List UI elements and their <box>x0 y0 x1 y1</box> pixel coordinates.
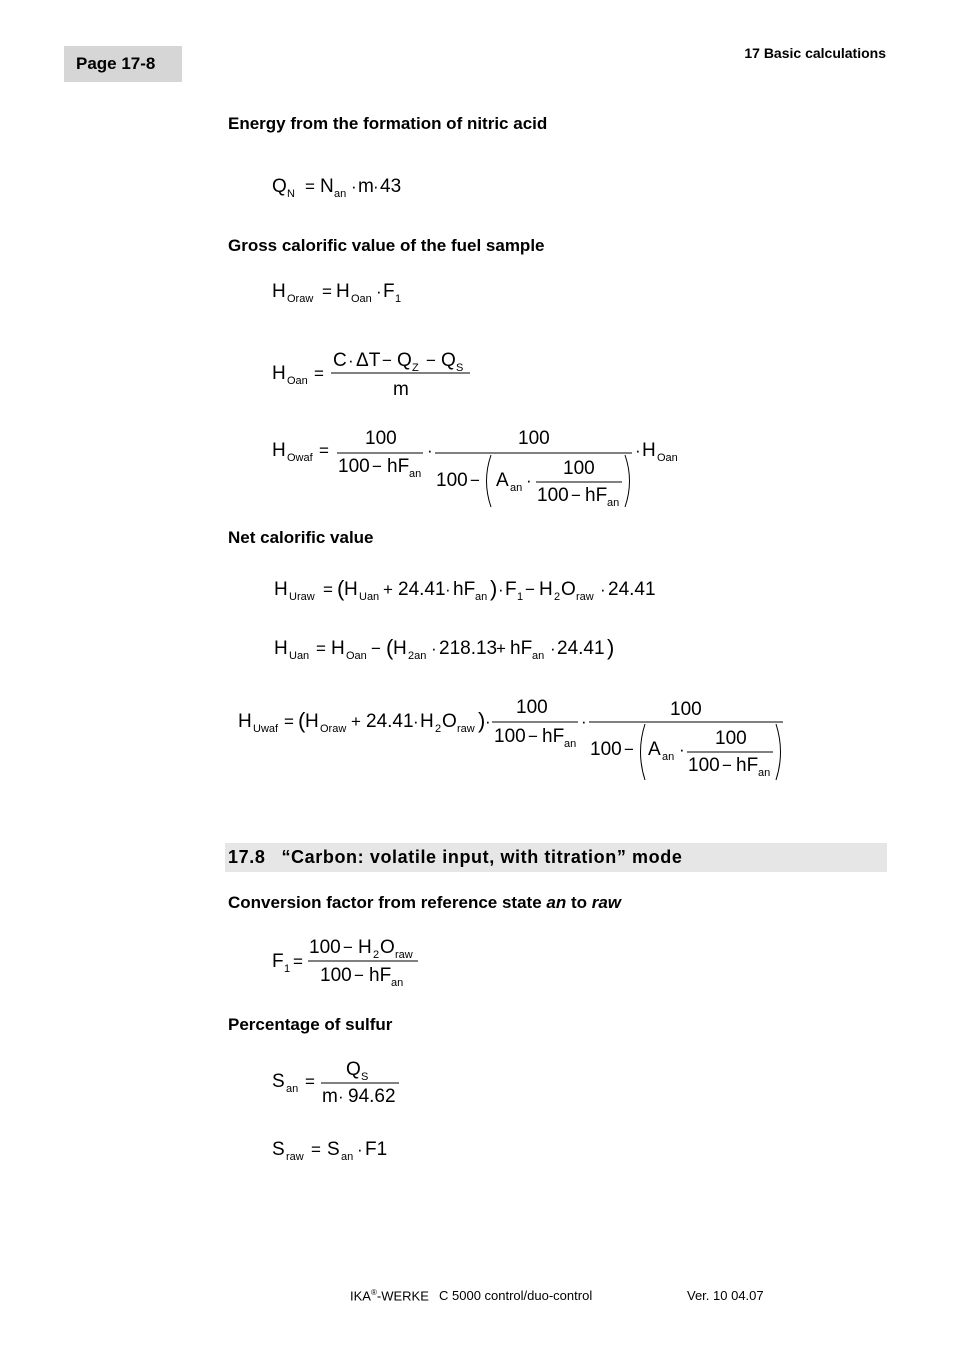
svg-text:F: F <box>505 579 517 600</box>
svg-text:100: 100 <box>494 726 526 747</box>
svg-text:H: H <box>274 638 288 659</box>
svg-text:H: H <box>420 711 434 732</box>
svg-text:hF: hF <box>510 638 533 659</box>
svg-text:an: an <box>391 977 404 989</box>
svg-text:S: S <box>327 1139 340 1160</box>
svg-text:Oan: Oan <box>657 452 678 464</box>
svg-text:·: · <box>445 580 451 599</box>
svg-text:hF: hF <box>585 485 608 506</box>
svg-text:Q: Q <box>441 350 456 371</box>
section-title: “Carbon: volatile input, with titration” mode <box>281 847 683 867</box>
svg-text:−: − <box>426 351 436 370</box>
equation-horaw <box>272 274 422 310</box>
svg-text:N: N <box>287 188 295 200</box>
svg-text:an: an <box>409 468 422 480</box>
svg-text:218.13: 218.13 <box>439 638 498 659</box>
svg-text:=: = <box>305 1072 315 1091</box>
svg-text:=: = <box>314 364 324 383</box>
svg-text:−: − <box>624 740 634 759</box>
svg-text:100: 100 <box>309 937 341 958</box>
svg-text:hF: hF <box>736 755 759 776</box>
heading-net-calorific: Net calorific value <box>228 528 374 547</box>
svg-text:C: C <box>333 350 347 371</box>
svg-text:−: − <box>372 457 382 476</box>
svg-text:·: · <box>431 639 437 658</box>
svg-text:H: H <box>272 363 286 384</box>
svg-text:Uan: Uan <box>359 591 380 603</box>
svg-text:A: A <box>496 470 509 491</box>
equation-howaf <box>272 424 692 514</box>
svg-text:H: H <box>358 937 372 958</box>
footer-company-suffix: -WERKE <box>376 1288 429 1304</box>
svg-text:100: 100 <box>537 485 569 506</box>
svg-text:an: an <box>286 1083 299 1095</box>
svg-text:): ) <box>607 635 615 660</box>
svg-text:S: S <box>272 1071 285 1092</box>
svg-text:Oan: Oan <box>287 375 308 387</box>
svg-text:m: m <box>393 379 409 400</box>
svg-text:raw: raw <box>286 1151 304 1163</box>
equation-san <box>272 1054 412 1114</box>
heading-nitric-acid: Energy from the formation of nitric acid <box>228 114 548 133</box>
svg-text:H: H <box>305 711 319 732</box>
svg-text:H: H <box>272 281 286 302</box>
conversion-an: an <box>546 893 567 912</box>
svg-text:100: 100 <box>715 728 747 749</box>
svg-text:N: N <box>320 176 334 197</box>
svg-text:Q: Q <box>272 176 287 197</box>
svg-text:Uan: Uan <box>289 650 310 662</box>
svg-text:an: an <box>334 188 347 200</box>
svg-text:100: 100 <box>338 456 370 477</box>
svg-text:·: · <box>413 712 419 731</box>
svg-text:Z: Z <box>412 362 419 374</box>
svg-text:hF: hF <box>453 579 476 600</box>
footer-version: Ver. 10 04.07 <box>687 1288 764 1303</box>
svg-text:=: = <box>322 282 332 301</box>
svg-text:(: ( <box>386 635 394 660</box>
footer-company <box>350 1288 429 1303</box>
chapter-title: 17 Basic calculations <box>744 45 886 61</box>
svg-text:−: − <box>371 639 381 658</box>
svg-text:=: = <box>305 177 315 196</box>
equation-huwaf <box>238 692 798 787</box>
svg-text:2: 2 <box>554 591 561 603</box>
svg-text:·: · <box>351 177 357 196</box>
svg-text:1: 1 <box>517 591 524 603</box>
svg-text:·: · <box>526 471 532 490</box>
svg-text:raw: raw <box>576 591 594 603</box>
svg-text:Q: Q <box>346 1059 361 1080</box>
svg-text:H: H <box>331 638 345 659</box>
svg-text:·: · <box>485 712 491 731</box>
equation-qn <box>272 168 432 204</box>
svg-text:Oan: Oan <box>346 650 367 662</box>
page-number-tab: Page 17-8 <box>64 46 182 82</box>
svg-text:S: S <box>456 362 464 374</box>
svg-text:=: = <box>323 580 333 599</box>
svg-text:H: H <box>272 440 286 461</box>
conversion-to: to <box>566 893 592 912</box>
svg-text:Uwaf: Uwaf <box>253 723 279 735</box>
svg-text:Oan: Oan <box>351 293 372 305</box>
svg-text:m: m <box>358 176 374 197</box>
svg-text:2: 2 <box>373 949 380 961</box>
svg-text:raw: raw <box>457 723 475 735</box>
svg-text:·: · <box>635 441 641 460</box>
svg-text:100: 100 <box>436 470 468 491</box>
svg-text:−: − <box>470 471 480 490</box>
svg-text:Owaf: Owaf <box>287 452 313 464</box>
svg-text:24.41: 24.41 <box>608 579 656 600</box>
svg-text:1: 1 <box>284 963 291 975</box>
svg-text:Q: Q <box>397 350 412 371</box>
svg-text:H: H <box>344 579 358 600</box>
svg-text:an: an <box>510 482 523 494</box>
svg-text:hF: hF <box>387 456 410 477</box>
svg-text:·: · <box>357 1140 363 1159</box>
svg-text:100: 100 <box>365 428 397 449</box>
svg-text:an: an <box>564 738 577 750</box>
svg-text:−: − <box>571 486 581 505</box>
svg-text:·: · <box>338 1087 344 1106</box>
svg-text:+: + <box>351 712 361 731</box>
svg-text:·: · <box>373 177 379 196</box>
svg-text:100: 100 <box>563 458 595 479</box>
equation-hoan <box>272 344 482 402</box>
svg-text:24.41: 24.41 <box>557 638 605 659</box>
svg-text:hF: hF <box>542 726 565 747</box>
svg-text:(: ( <box>298 708 306 733</box>
svg-text:−: − <box>343 938 353 957</box>
heading-gross-calorific: Gross calorific value of the fuel sample <box>228 236 545 255</box>
svg-text:·: · <box>600 580 606 599</box>
svg-text:H: H <box>393 638 407 659</box>
svg-text:2: 2 <box>435 723 442 735</box>
svg-text:=: = <box>284 712 294 731</box>
svg-text:−: − <box>382 351 392 370</box>
svg-text:H: H <box>238 711 252 732</box>
svg-text:·: · <box>679 740 685 759</box>
svg-text:+: + <box>383 580 393 599</box>
heading-percentage-sulfur: Percentage of sulfur <box>228 1015 393 1034</box>
svg-text:100: 100 <box>518 428 550 449</box>
equation-huraw <box>274 572 674 608</box>
svg-text:an: an <box>758 767 771 779</box>
svg-text:O: O <box>442 711 457 732</box>
svg-text:−: − <box>354 966 364 985</box>
svg-text:100: 100 <box>320 965 352 986</box>
svg-text:Oraw: Oraw <box>320 723 347 735</box>
svg-text:100: 100 <box>688 755 720 776</box>
svg-text:=: = <box>293 952 303 971</box>
svg-text:F: F <box>383 281 395 302</box>
svg-text:O: O <box>561 579 576 600</box>
svg-text:H: H <box>336 281 350 302</box>
svg-text:43: 43 <box>380 176 402 197</box>
svg-text:·: · <box>376 282 382 301</box>
svg-text:(: ( <box>337 576 345 601</box>
heading-conversion-factor <box>228 893 621 913</box>
svg-text:24.41: 24.41 <box>398 579 446 600</box>
conversion-raw: raw <box>591 893 622 912</box>
svg-text:100: 100 <box>590 739 622 760</box>
svg-text:=: = <box>311 1140 321 1159</box>
svg-text:H: H <box>539 579 553 600</box>
svg-text:an: an <box>475 591 488 603</box>
section-heading-17-8 <box>225 843 887 872</box>
footer-company-name: IKA <box>350 1288 371 1304</box>
svg-text:24.41: 24.41 <box>366 711 414 732</box>
svg-text:an: an <box>341 1151 354 1163</box>
svg-text:100: 100 <box>516 697 548 718</box>
conversion-prefix: Conversion factor from reference state <box>228 893 547 912</box>
equation-f1 <box>272 932 432 994</box>
svg-text:an: an <box>532 650 545 662</box>
svg-text:1: 1 <box>395 293 402 305</box>
svg-text:·: · <box>427 441 433 460</box>
svg-text:an: an <box>607 497 620 509</box>
equation-huan <box>274 631 634 667</box>
svg-text:hF: hF <box>369 965 392 986</box>
svg-text:=: = <box>319 441 329 460</box>
svg-text:): ) <box>478 708 486 733</box>
svg-text:·: · <box>498 580 504 599</box>
svg-text:an: an <box>662 751 675 763</box>
svg-text:100: 100 <box>670 699 702 720</box>
svg-text:S: S <box>361 1071 369 1083</box>
svg-text:−: − <box>722 756 732 775</box>
svg-text:S: S <box>272 1139 285 1160</box>
svg-text:·: · <box>581 712 587 731</box>
svg-text:·: · <box>550 639 556 658</box>
svg-text:raw: raw <box>395 949 413 961</box>
footer-product: C 5000 control/duo-control <box>439 1288 593 1303</box>
svg-text:94.62: 94.62 <box>348 1086 396 1107</box>
svg-text:+: + <box>496 639 506 658</box>
section-number: 17.8 <box>228 847 266 867</box>
equation-sraw <box>272 1132 412 1168</box>
svg-text:O: O <box>380 937 395 958</box>
svg-text:H: H <box>642 440 656 461</box>
svg-text:A: A <box>648 739 661 760</box>
svg-text:−: − <box>525 580 535 599</box>
svg-text:Oraw: Oraw <box>287 293 314 305</box>
svg-text:2an: 2an <box>408 650 427 662</box>
svg-text:H: H <box>274 579 288 600</box>
svg-text:ΔT: ΔT <box>356 350 381 371</box>
svg-text:=: = <box>316 639 326 658</box>
svg-text:Uraw: Uraw <box>289 591 315 603</box>
svg-text:F1: F1 <box>365 1139 388 1160</box>
svg-text:·: · <box>348 351 354 370</box>
svg-text:F: F <box>272 951 284 972</box>
svg-text:): ) <box>490 576 498 601</box>
svg-text:−: − <box>528 727 538 746</box>
registered-mark: ® <box>370 1288 377 1297</box>
svg-text:m: m <box>322 1086 338 1107</box>
